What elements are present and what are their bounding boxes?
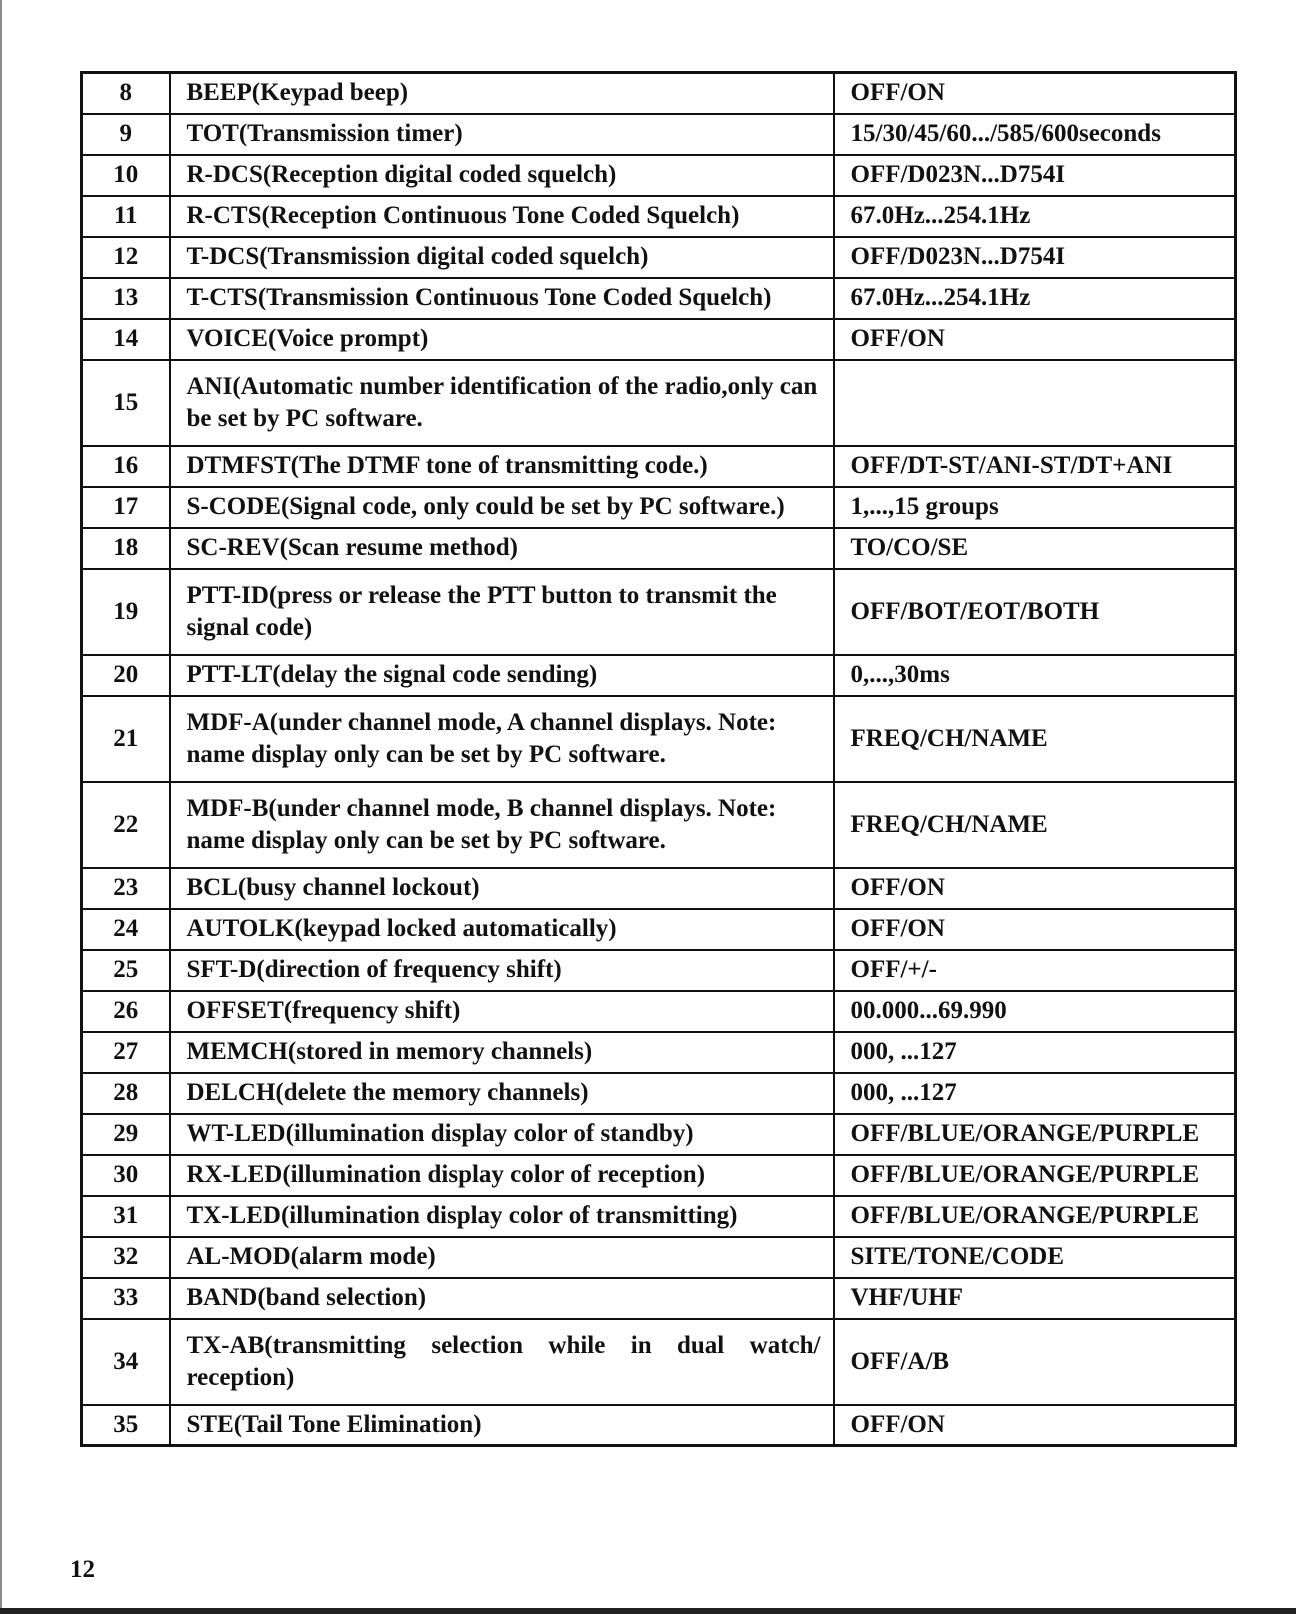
table-row [82, 1114, 1236, 1155]
menu-value: 0,...,30ms [834, 655, 1236, 696]
menu-number: 35 [82, 1405, 170, 1446]
menu-description: ANI(Automatic number identification of the radio,only can be set by PC software. [170, 360, 834, 446]
table-row [82, 446, 1236, 487]
table-row [82, 237, 1236, 278]
menu-value: OFF/D023N...D754I [834, 155, 1236, 196]
menu-description: AUTOLK(keypad locked automatically) [170, 909, 834, 950]
table-row [82, 1237, 1236, 1278]
menu-number: 10 [82, 155, 170, 196]
menu-description: STE(Tail Tone Elimination) [170, 1405, 834, 1446]
table-row [82, 1278, 1236, 1319]
table-row [82, 528, 1236, 569]
menu-description: OFFSET(frequency shift) [170, 991, 834, 1032]
table-row [82, 1196, 1236, 1237]
menu-description: RX-LED(illumination display color of reception) [170, 1155, 834, 1196]
menu-description: DTMFST(The DTMF tone of transmitting code.) [170, 446, 834, 487]
menu-number: 34 [82, 1319, 170, 1405]
menu-number: 24 [82, 909, 170, 950]
menu-description: R-DCS(Reception digital coded squelch) [170, 155, 834, 196]
table-body [82, 73, 1236, 1446]
menu-description: S-CODE(Signal code, only could be set by PC software.) [170, 487, 834, 528]
menu-value: 1,...,15 groups [834, 487, 1236, 528]
menu-number: 9 [82, 114, 170, 155]
menu-description: BAND(band selection) [170, 1278, 834, 1319]
page-number: 12 [70, 1556, 95, 1583]
menu-value: OFF/+/- [834, 950, 1236, 991]
menu-description: T-CTS(Transmission Continuous Tone Coded Squelch) [170, 278, 834, 319]
menu-description: BEEP(Keypad beep) [170, 73, 834, 114]
table-row [82, 868, 1236, 909]
page-edge-bottom [0, 1608, 1296, 1614]
table-row [82, 950, 1236, 991]
menu-description: MDF-A(under channel mode, A channel displays. Note: name display only can be set by PC software. [170, 696, 834, 782]
menu-value: OFF/A/B [834, 1319, 1236, 1405]
menu-value: VHF/UHF [834, 1278, 1236, 1319]
table-row [82, 487, 1236, 528]
menu-description: TX-AB(transmitting selection while in dual watch/ reception) [170, 1319, 834, 1405]
menu-number: 25 [82, 950, 170, 991]
menu-value: OFF/DT-ST/ANI-ST/DT+ANI [834, 446, 1236, 487]
menu-value: OFF/BLUE/ORANGE/PURPLE [834, 1114, 1236, 1155]
table-row [82, 909, 1236, 950]
table-row [82, 1073, 1236, 1114]
menu-number: 32 [82, 1237, 170, 1278]
menu-value: 67.0Hz...254.1Hz [834, 278, 1236, 319]
menu-settings-table [80, 71, 1237, 1447]
menu-value: OFF/BLUE/ORANGE/PURPLE [834, 1196, 1236, 1237]
menu-number: 16 [82, 446, 170, 487]
table-row [82, 1032, 1236, 1073]
table-row [82, 569, 1236, 655]
menu-description: WT-LED(illumination display color of standby) [170, 1114, 834, 1155]
menu-value: 67.0Hz...254.1Hz [834, 196, 1236, 237]
table-row [82, 278, 1236, 319]
menu-value: SITE/TONE/CODE [834, 1237, 1236, 1278]
menu-number: 11 [82, 196, 170, 237]
page-edge [0, 0, 2, 1614]
menu-number: 28 [82, 1073, 170, 1114]
menu-value: OFF/D023N...D754I [834, 237, 1236, 278]
menu-value: 00.000...69.990 [834, 991, 1236, 1032]
menu-description: TOT(Transmission timer) [170, 114, 834, 155]
menu-description: PTT-ID(press or release the PTT button to transmit the signal code) [170, 569, 834, 655]
menu-value: OFF/BLUE/ORANGE/PURPLE [834, 1155, 1236, 1196]
menu-number: 22 [82, 782, 170, 868]
menu-description: BCL(busy channel lockout) [170, 868, 834, 909]
table-row [82, 1405, 1236, 1446]
menu-description: SFT-D(direction of frequency shift) [170, 950, 834, 991]
menu-number: 29 [82, 1114, 170, 1155]
menu-number: 33 [82, 1278, 170, 1319]
menu-value: OFF/ON [834, 319, 1236, 360]
menu-number: 23 [82, 868, 170, 909]
menu-number: 19 [82, 569, 170, 655]
menu-value: OFF/ON [834, 868, 1236, 909]
menu-number: 30 [82, 1155, 170, 1196]
table-row [82, 114, 1236, 155]
menu-number: 8 [82, 73, 170, 114]
table-row [82, 155, 1236, 196]
table-row [82, 319, 1236, 360]
table-row [82, 73, 1236, 114]
menu-value: 15/30/45/60.../585/600seconds [834, 114, 1236, 155]
table-row [82, 782, 1236, 868]
menu-value: FREQ/CH/NAME [834, 782, 1236, 868]
menu-value: OFF/ON [834, 73, 1236, 114]
menu-number: 26 [82, 991, 170, 1032]
menu-value: OFF/ON [834, 909, 1236, 950]
menu-description: SC-REV(Scan resume method) [170, 528, 834, 569]
menu-number: 27 [82, 1032, 170, 1073]
table-row [82, 196, 1236, 237]
menu-value: OFF/BOT/EOT/BOTH [834, 569, 1236, 655]
menu-value: TO/CO/SE [834, 528, 1236, 569]
table-row [82, 655, 1236, 696]
menu-value: OFF/ON [834, 1405, 1236, 1446]
menu-description: VOICE(Voice prompt) [170, 319, 834, 360]
menu-number: 17 [82, 487, 170, 528]
table-row [82, 360, 1236, 446]
menu-number: 14 [82, 319, 170, 360]
menu-value: 000, ...127 [834, 1032, 1236, 1073]
menu-number: 12 [82, 237, 170, 278]
menu-number: 21 [82, 696, 170, 782]
table-row [82, 991, 1236, 1032]
menu-value [834, 360, 1236, 446]
menu-number: 18 [82, 528, 170, 569]
table-row [82, 1319, 1236, 1405]
menu-number: 15 [82, 360, 170, 446]
menu-description: PTT-LT(delay the signal code sending) [170, 655, 834, 696]
menu-description: AL-MOD(alarm mode) [170, 1237, 834, 1278]
menu-value: 000, ...127 [834, 1073, 1236, 1114]
menu-description: MEMCH(stored in memory channels) [170, 1032, 834, 1073]
menu-description: R-CTS(Reception Continuous Tone Coded Squelch) [170, 196, 834, 237]
menu-description: T-DCS(Transmission digital coded squelch) [170, 237, 834, 278]
table-row [82, 1155, 1236, 1196]
menu-value: FREQ/CH/NAME [834, 696, 1236, 782]
menu-number: 13 [82, 278, 170, 319]
menu-number: 20 [82, 655, 170, 696]
table-row [82, 696, 1236, 782]
menu-description: MDF-B(under channel mode, B channel displays. Note: name display only can be set by PC software. [170, 782, 834, 868]
menu-number: 31 [82, 1196, 170, 1237]
menu-description: TX-LED(illumination display color of transmitting) [170, 1196, 834, 1237]
menu-description: DELCH(delete the memory channels) [170, 1073, 834, 1114]
